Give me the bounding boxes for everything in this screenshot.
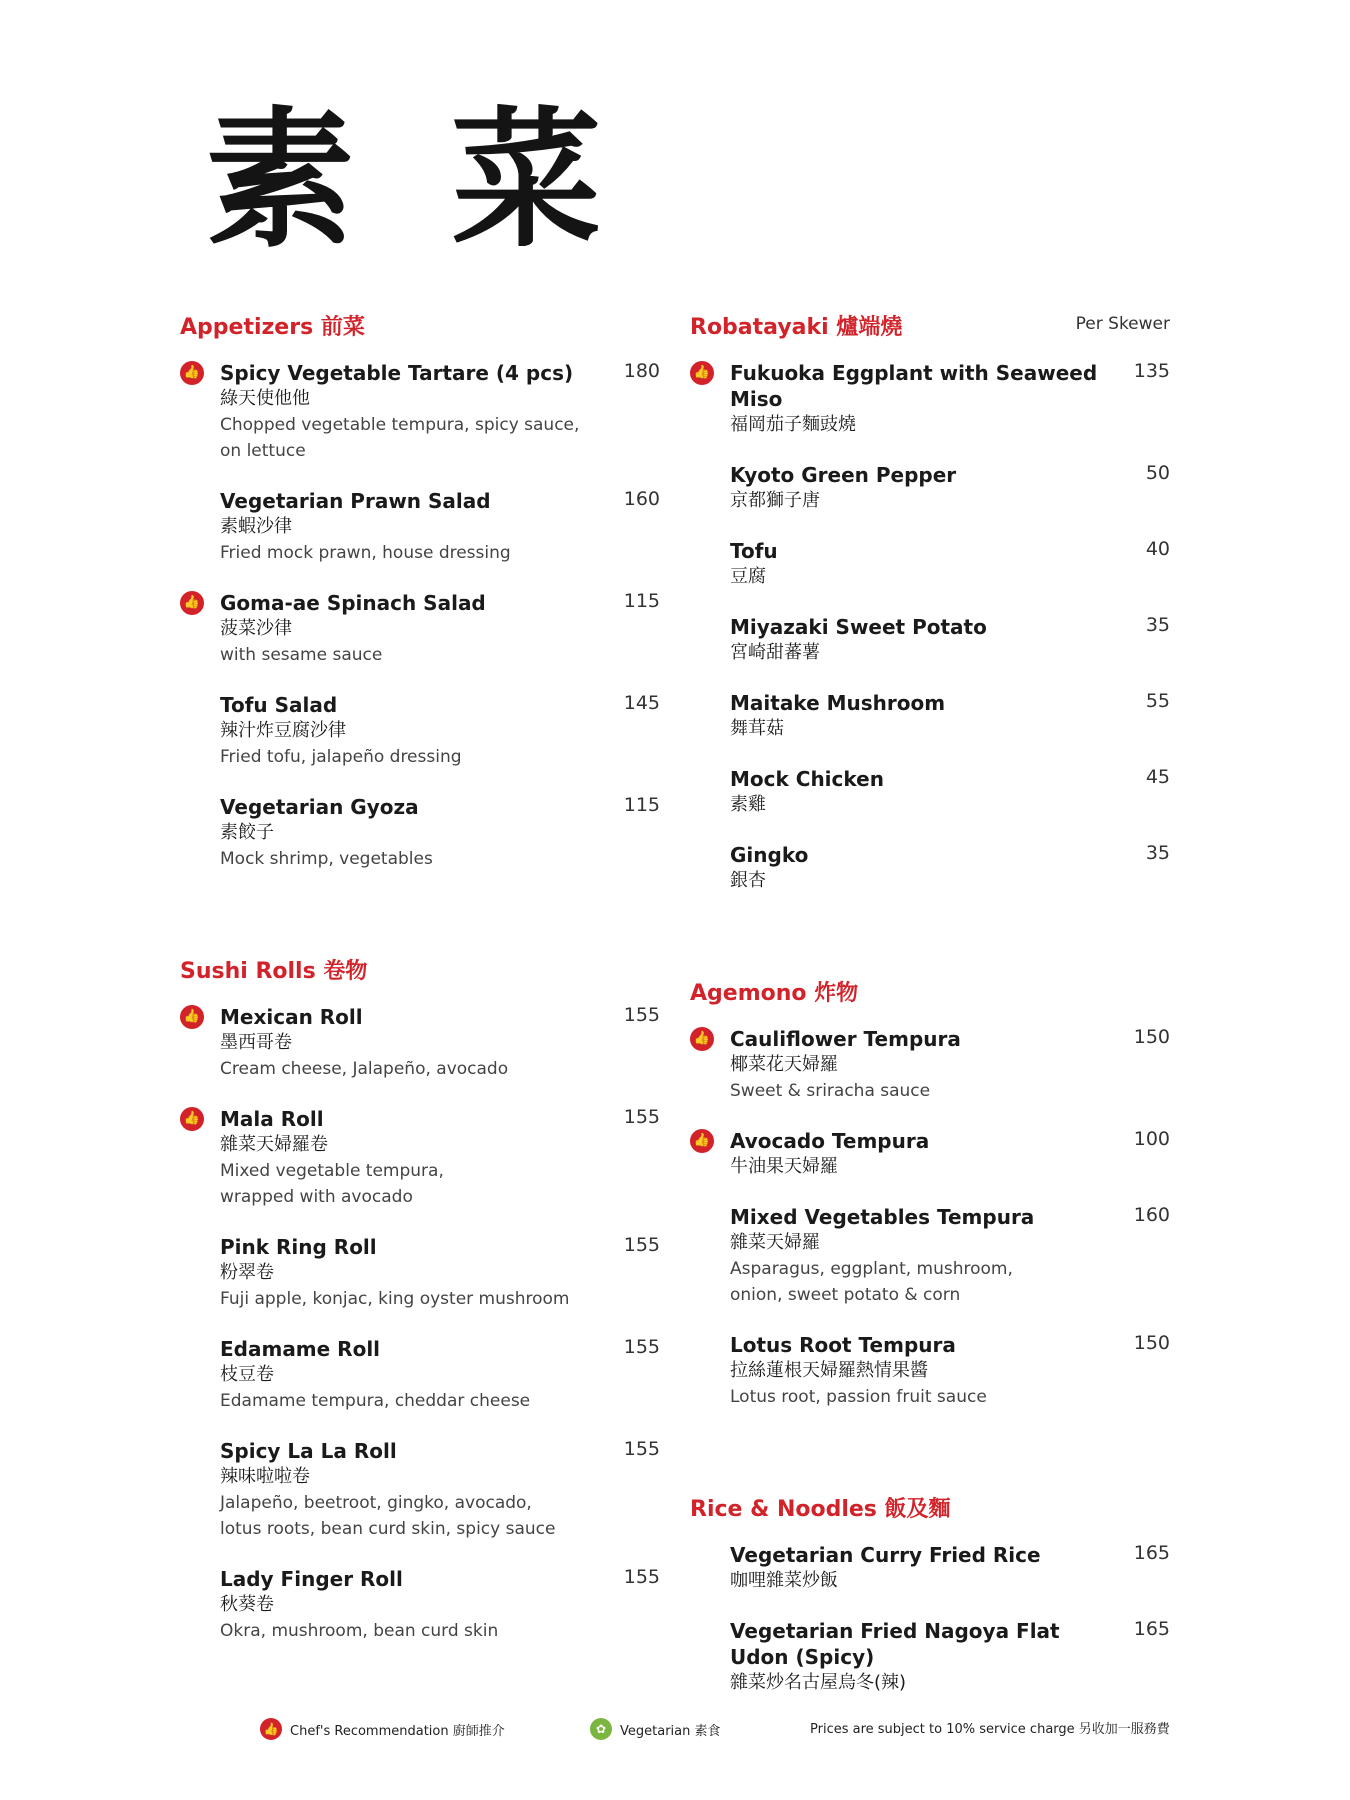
menu-column-left [180,310,660,1668]
item-chinese-name: 咖哩雜菜炒飯 [730,1570,838,1591]
item-price: 155 [623,1234,660,1256]
item-price: 55 [1145,690,1170,712]
menu-item [690,842,1170,894]
item-price: 35 [1145,842,1170,864]
item-name: Vegetarian Gyoza [220,795,419,819]
menu-item [180,1336,660,1414]
leaf-icon: ✿ [590,1718,612,1740]
section-title: Appetizers 前菜 [180,315,365,340]
item-chinese-name: 菠菜沙律 [220,618,292,639]
item-price: 145 [623,692,660,714]
item-price: 155 [623,1438,660,1460]
menu-item [690,462,1170,514]
menu-item [180,590,660,668]
legend-vegetarian [590,1718,721,1740]
section-title: Robatayaki 爐端燒 [690,315,903,340]
item-description: Fuji apple, konjac, king oyster mushroom [220,1289,570,1309]
item-description: Lotus root, passion fruit sauce [730,1387,987,1407]
item-chinese-name: 粉翠卷 [220,1262,274,1283]
thumbs-up-icon: 👍 [180,591,204,615]
item-description: Fried tofu, jalapeño dressing [220,747,462,767]
thumbs-up-icon: 👍 [180,361,204,385]
item-name: Vegetarian Prawn Salad [220,489,491,513]
item-chinese-name: 舞茸菇 [730,718,784,739]
item-chinese-name: 牛油果天婦羅 [730,1156,838,1177]
item-name: Mock Chicken [730,767,884,791]
item-name: Spicy La La Roll [220,1439,397,1463]
item-chinese-name: 辣味啦啦卷 [220,1466,310,1487]
item-price: 155 [623,1566,660,1588]
item-description: Sweet & sriracha sauce [730,1081,931,1101]
menu-item [690,690,1170,742]
item-price: 115 [623,590,660,612]
menu-item [180,692,660,770]
item-description: Edamame tempura, cheddar cheese [220,1391,531,1411]
section-title: Agemono 炸物 [690,981,859,1006]
item-price: 180 [623,360,660,382]
menu-item [690,1332,1170,1410]
item-name: Cauliflower Tempura [730,1027,961,1051]
menu-item [180,1234,660,1312]
item-description: Cream cheese, Jalapeño, avocado [220,1059,509,1079]
menu-item [180,488,660,566]
item-name: Vegetarian Curry Fried Rice [730,1543,1041,1567]
thumbs-up-icon: 👍 [180,1107,204,1131]
item-chinese-name: 銀杏 [730,870,766,891]
item-description: onion, sweet potato & corn [730,1285,961,1305]
legend-veg-label: Vegetarian 素食 [620,1723,721,1739]
item-description: Mixed vegetable tempura, [220,1161,444,1181]
item-chinese-name: 素蝦沙律 [220,516,292,537]
item-description: Mock shrimp, vegetables [220,849,433,869]
item-name: Fukuoka Eggplant with Seaweed Miso [730,361,1098,411]
item-description: Asparagus, eggplant, mushroom, [730,1259,1013,1279]
section-heading [690,1492,1170,1526]
thumbs-up-icon: 👍 [690,1027,714,1051]
item-price: 160 [623,488,660,510]
item-name: Tofu Salad [220,693,338,717]
item-name: Tofu [730,539,778,563]
item-name: Miyazaki Sweet Potato [730,615,987,639]
menu-item [690,1204,1170,1308]
item-price: 150 [1133,1332,1170,1354]
item-description: Chopped vegetable tempura, spicy sauce, [220,415,580,435]
item-description: Jalapeño, beetroot, gingko, avocado, [220,1493,532,1513]
section-title: Rice & Noodles 飯及麵 [690,1497,951,1522]
item-name: Lotus Root Tempura [730,1333,956,1357]
item-description: with sesame sauce [220,645,383,665]
item-price: 155 [623,1336,660,1358]
item-price: 45 [1145,766,1170,788]
menu-item [180,1004,660,1082]
item-chinese-name: 京都獅子唐 [730,490,820,511]
item-name: Spicy Vegetable Tartare (4 pcs) [220,361,574,385]
menu-item [180,794,660,872]
item-price: 155 [623,1106,660,1128]
thumbs-up-icon: 👍 [690,361,714,385]
item-chinese-name: 秋葵卷 [220,1594,274,1615]
item-name: Maitake Mushroom [730,691,946,715]
menu-item [690,1542,1170,1594]
item-chinese-name: 素餃子 [220,822,274,843]
item-name: Mixed Vegetables Tempura [730,1205,1035,1229]
page-title: 素 菜 [205,92,624,268]
item-name: Mexican Roll [220,1005,363,1029]
footer-legend [260,1718,1170,1748]
legend-chef [260,1718,505,1740]
item-description: lotus roots, bean curd skin, spicy sauce [220,1519,556,1539]
thumbs-up-icon: 👍 [180,1005,204,1029]
item-chinese-name: 雜菜炒名古屋烏冬(辣) [730,1672,907,1693]
item-chinese-name: 雜菜天婦羅卷 [220,1134,328,1155]
item-description: Okra, mushroom, bean curd skin [220,1621,499,1641]
item-chinese-name: 素雞 [730,794,766,815]
item-chinese-name: 枝豆卷 [220,1364,274,1385]
item-chinese-name: 福岡茄子麵豉燒 [730,414,856,435]
item-chinese-name: 椰菜花天婦羅 [730,1054,838,1075]
item-chinese-name: 辣汁炸豆腐沙律 [220,720,346,741]
item-price: 155 [623,1004,660,1026]
section-heading [180,310,660,344]
item-chinese-name: 豆腐 [730,566,766,587]
menu-item [690,614,1170,666]
item-description: wrapped with avocado [220,1187,413,1207]
item-name: Pink Ring Roll [220,1235,377,1259]
item-name: Mala Roll [220,1107,324,1131]
menu-item [690,360,1170,438]
menu-column-right [690,310,1170,1720]
section-note: Per Skewer [1075,314,1170,334]
item-price: 35 [1145,614,1170,636]
item-price: 50 [1145,462,1170,484]
item-chinese-name: 宮崎甜蕃薯 [730,642,820,663]
item-price: 100 [1133,1128,1170,1150]
item-price: 135 [1133,360,1170,382]
menu-item [180,1566,660,1644]
section-title: Sushi Rolls 卷物 [180,959,368,984]
item-name: Lady Finger Roll [220,1567,403,1591]
item-name: Goma-ae Spinach Salad [220,591,486,615]
item-name: Edamame Roll [220,1337,381,1361]
menu-item [180,360,660,464]
item-name: Avocado Tempura [730,1129,930,1153]
thumbs-up-icon: 👍 [260,1718,282,1740]
section-heading [690,310,1170,344]
item-price: 165 [1133,1542,1170,1564]
menu-item [690,1618,1170,1696]
item-price: 115 [623,794,660,816]
item-price: 40 [1145,538,1170,560]
menu-item [180,1106,660,1210]
item-chinese-name: 拉絲蓮根天婦羅熱情果醬 [730,1360,928,1381]
menu-item [690,1128,1170,1180]
section-heading [690,976,1170,1010]
service-charge-note [810,1718,1170,1737]
service-note-text: Prices are subject to 10% service charge 另收加一服務費 [810,1722,1170,1737]
menu-item [180,1438,660,1542]
item-price: 165 [1133,1618,1170,1640]
item-name: Vegetarian Fried Nagoya Flat Udon (Spicy) [730,1619,1060,1669]
menu-item [690,766,1170,818]
item-chinese-name: 綠天使他他 [220,388,310,409]
legend-chef-label: Chef's Recommendation 廚師推介 [290,1723,505,1739]
item-price: 160 [1133,1204,1170,1226]
item-description: on lettuce [220,441,306,461]
menu-item [690,1026,1170,1104]
item-chinese-name: 雜菜天婦羅 [730,1232,820,1253]
item-name: Gingko [730,843,809,867]
item-description: Fried mock prawn, house dressing [220,543,511,563]
item-chinese-name: 墨西哥卷 [220,1032,292,1053]
section-heading [180,954,660,988]
item-price: 150 [1133,1026,1170,1048]
menu-item [690,538,1170,590]
item-name: Kyoto Green Pepper [730,463,957,487]
thumbs-up-icon: 👍 [690,1129,714,1153]
